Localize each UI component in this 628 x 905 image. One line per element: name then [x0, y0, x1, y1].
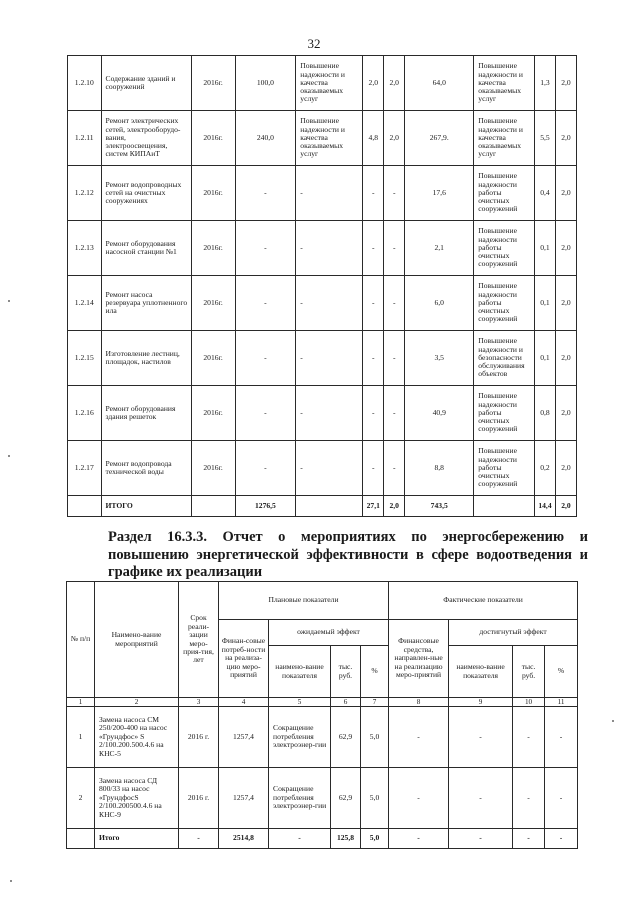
fact-effect: Повышение надежности работы очистных сооружений	[474, 276, 535, 331]
plan-value-b: -	[384, 276, 405, 331]
header-plan-expected: ожидаемый эффект	[269, 620, 389, 646]
section-heading	[108, 529, 588, 582]
plan-rub: 62,9	[331, 768, 361, 829]
column-number: 1	[67, 698, 95, 707]
row-number: 1.2.15	[68, 331, 102, 386]
activity-year: 2016г.	[191, 56, 235, 111]
fact-value-c: 5,5	[535, 111, 556, 166]
fact-finance: 267,9.	[405, 111, 474, 166]
plan-value-a: -	[363, 276, 384, 331]
plan-rub: 62,9	[331, 707, 361, 768]
fact-value-c: 0,1	[535, 331, 556, 386]
fact-rub: -	[513, 707, 545, 768]
activity-name: Ремонт электрических сетей, электрооборудо-вания, электроосвещения, систем КИПАиТ	[101, 111, 191, 166]
row-number: 1.2.13	[68, 221, 102, 276]
plan-value-a: 4,8	[363, 111, 384, 166]
plan-value-a: 2,0	[363, 56, 384, 111]
plan-finance: -	[235, 386, 296, 441]
fact-value-d: 2,0	[555, 441, 576, 496]
plan-value-b: 2,0	[384, 56, 405, 111]
fact-pct: -	[545, 707, 578, 768]
column-number: 11	[545, 698, 578, 707]
header-term: Срок реали-зации меро-прия-тия, лет	[179, 582, 219, 698]
header-plan-fin: Финан-совые потреб-ности на реализа-цию меро-приятий	[219, 620, 269, 698]
header-fact-pct: %	[545, 646, 578, 698]
plan-effect: -	[296, 276, 363, 331]
plan-finance: -	[235, 441, 296, 496]
activity-name: Содержание зданий и сооружений	[101, 56, 191, 111]
plan-effect: Повышение надежности и качества оказываемых услуг	[296, 111, 363, 166]
fact-rub: -	[513, 768, 545, 829]
scan-speck	[10, 880, 12, 882]
fact-effect: Повышение надежности и безопасности обслуживания объектов	[474, 331, 535, 386]
fact-finance: 6,0	[405, 276, 474, 331]
fact-value-c: 0,8	[535, 386, 556, 441]
column-numbers-row	[67, 698, 578, 707]
fact-finance: -	[389, 707, 449, 768]
total-plan-finance: 1276,5	[235, 496, 296, 517]
header-fact-indicator: наимено-вание показателя	[449, 646, 513, 698]
fact-value-d: 2,0	[555, 56, 576, 111]
plan-value-b: 2,0	[384, 111, 405, 166]
header-fact-rub: тыс. руб.	[513, 646, 545, 698]
fact-finance: 2,1	[405, 221, 474, 276]
plan-finance: 240,0	[235, 111, 296, 166]
activity-name: Изготовление лестниц, площадок, настилов	[101, 331, 191, 386]
fact-finance: 3,5	[405, 331, 474, 386]
column-number: 8	[389, 698, 449, 707]
total-fact-finance: 743,5	[405, 496, 474, 517]
plan-finance: 1257,4	[219, 768, 269, 829]
row-number: 1.2.10	[68, 56, 102, 111]
fact-value-d: 2,0	[555, 386, 576, 441]
table-row	[68, 441, 577, 496]
plan-finance: 1257,4	[219, 707, 269, 768]
plan-value-a: -	[363, 221, 384, 276]
empty-cell	[191, 496, 235, 517]
empty-cell	[67, 829, 95, 849]
total-value-c: 14,4	[535, 496, 556, 517]
row-number: 1.2.12	[68, 166, 102, 221]
total-label: ИТОГО	[101, 496, 191, 517]
total-row	[67, 829, 578, 849]
empty-cell	[296, 496, 363, 517]
plan-effect: -	[296, 221, 363, 276]
total-value-b: 2,0	[384, 496, 405, 517]
row-number: 1	[67, 707, 95, 768]
fact-value-d: 2,0	[555, 111, 576, 166]
plan-effect: -	[296, 441, 363, 496]
activity-year: 2016г.	[191, 331, 235, 386]
table-row	[68, 56, 577, 111]
table-row	[68, 166, 577, 221]
table-row	[67, 768, 578, 829]
fact-effect: Повышение надежности работы очистных сооружений	[474, 441, 535, 496]
plan-value-a: -	[363, 166, 384, 221]
fact-value-d: 2,0	[555, 166, 576, 221]
fact-value-c: 1,3	[535, 56, 556, 111]
fact-value-c: 0,2	[535, 441, 556, 496]
plan-value-b: -	[384, 441, 405, 496]
table-row	[67, 707, 578, 768]
row-number: 1.2.11	[68, 111, 102, 166]
activity-name: Ремонт насоса резервуара уплотненного ила	[101, 276, 191, 331]
fact-effect: Повышение надежности работы очистных сооружений	[474, 221, 535, 276]
table-row	[68, 331, 577, 386]
plan-finance: -	[235, 166, 296, 221]
total-fact-finance: -	[389, 829, 449, 849]
total-fact-pct: -	[545, 829, 578, 849]
column-number: 2	[95, 698, 179, 707]
plan-value-b: -	[384, 166, 405, 221]
activity-year: 2016г.	[191, 166, 235, 221]
activity-name: Ремонт водопровода технической воды	[101, 441, 191, 496]
plan-finance: 100,0	[235, 56, 296, 111]
fact-indicator: -	[449, 707, 513, 768]
header-num: № п/п	[67, 582, 95, 698]
header-name: Наимено-вание мероприятий	[95, 582, 179, 698]
header-plan-group: Плановые показатели	[219, 582, 389, 620]
column-number: 10	[513, 698, 545, 707]
row-number: 1.2.16	[68, 386, 102, 441]
table-row	[68, 276, 577, 331]
row-number: 1.2.14	[68, 276, 102, 331]
plan-indicator: Сокращение потребления электроэнер-гии	[269, 707, 331, 768]
plan-finance: -	[235, 276, 296, 331]
header-fact-achieved: достигнутый эффект	[449, 620, 578, 646]
total-value-d: 2,0	[555, 496, 576, 517]
fact-value-d: 2,0	[555, 276, 576, 331]
table-row	[68, 111, 577, 166]
activity-year: 2016г.	[191, 111, 235, 166]
column-number: 3	[179, 698, 219, 707]
row-number: 1.2.17	[68, 441, 102, 496]
plan-effect: -	[296, 166, 363, 221]
fact-finance: 64,0	[405, 56, 474, 111]
plan-value-b: -	[384, 221, 405, 276]
activity-name: Ремонт водопроводных сетей на очистных сооружениях	[101, 166, 191, 221]
plan-value-a: -	[363, 331, 384, 386]
total-label: Итого	[95, 829, 179, 849]
total-term: -	[179, 829, 219, 849]
fact-finance: -	[389, 768, 449, 829]
row-number: 2	[67, 768, 95, 829]
plan-value-a: -	[363, 386, 384, 441]
activity-year: 2016г.	[191, 441, 235, 496]
fact-value-d: 2,0	[555, 331, 576, 386]
table-row	[68, 221, 577, 276]
fact-effect: Повышение надежности работы очистных сооружений	[474, 166, 535, 221]
empty-cell	[474, 496, 535, 517]
measure-name: Замена насоса СД 800/33 на насос «ГрундфосS 2/100.200500.4.6 на КНС-9	[95, 768, 179, 829]
measure-term: 2016 г.	[179, 707, 219, 768]
plan-effect: Повышение надежности и качества оказываемых услуг	[296, 56, 363, 111]
fact-indicator: -	[449, 768, 513, 829]
fact-effect: Повышение надежности и качества оказываемых услуг	[474, 56, 535, 111]
plan-pct: 5,0	[361, 768, 389, 829]
fact-effect: Повышение надежности работы очистных сооружений	[474, 386, 535, 441]
fact-finance: 40,9	[405, 386, 474, 441]
total-plan-pct: 5,0	[361, 829, 389, 849]
total-fact-indicator: -	[449, 829, 513, 849]
activity-name: Ремонт оборудования здания решеток	[101, 386, 191, 441]
total-plan-finance: 2514,8	[219, 829, 269, 849]
fact-value-c: 0,4	[535, 166, 556, 221]
empty-cell	[68, 496, 102, 517]
table-row	[68, 386, 577, 441]
energy-saving-table	[66, 581, 578, 849]
column-number: 9	[449, 698, 513, 707]
activities-table	[67, 55, 577, 517]
scan-speck	[8, 455, 10, 457]
page-number: 32	[307, 36, 321, 51]
fact-value-d: 2,0	[555, 221, 576, 276]
total-fact-rub: -	[513, 829, 545, 849]
column-number: 4	[219, 698, 269, 707]
activity-year: 2016г.	[191, 386, 235, 441]
header-plan-indicator: наимено-вание показателя	[269, 646, 331, 698]
fact-value-c: 0,1	[535, 221, 556, 276]
total-plan-indicator: -	[269, 829, 331, 849]
heading-line-2: повышению энергетической эффективности в сфере водоотведения и	[108, 546, 588, 563]
header-fact-group: Фактические показатели	[389, 582, 578, 620]
activity-year: 2016г.	[191, 221, 235, 276]
header-plan-pct: %	[361, 646, 389, 698]
heading-line-3: графике их реализации	[108, 564, 263, 580]
total-plan-rub: 125,8	[331, 829, 361, 849]
activity-year: 2016г.	[191, 276, 235, 331]
total-value-a: 27,1	[363, 496, 384, 517]
column-number: 7	[361, 698, 389, 707]
total-row	[68, 496, 577, 517]
plan-effect: -	[296, 386, 363, 441]
plan-finance: -	[235, 221, 296, 276]
measure-term: 2016 г.	[179, 768, 219, 829]
header-plan-rub: тыс. руб.	[331, 646, 361, 698]
plan-value-b: -	[384, 331, 405, 386]
plan-value-a: -	[363, 441, 384, 496]
heading-line-1: Раздел 16.3.3. Отчет о мероприятиях по энергосбережению и	[108, 529, 588, 545]
plan-effect: -	[296, 331, 363, 386]
plan-indicator: Сокращение потребления электроэнер-гии	[269, 768, 331, 829]
column-number: 5	[269, 698, 331, 707]
plan-finance: -	[235, 331, 296, 386]
header-fact-fin: Финансовые средства, направлен-ные на реализацию меро-приятий	[389, 620, 449, 698]
fact-pct: -	[545, 768, 578, 829]
column-number: 6	[331, 698, 361, 707]
plan-pct: 5,0	[361, 707, 389, 768]
activity-name: Ремонт оборудования насосной станции №1	[101, 221, 191, 276]
plan-value-b: -	[384, 386, 405, 441]
scan-speck	[8, 300, 10, 302]
fact-finance: 17,6	[405, 166, 474, 221]
fact-finance: 8,8	[405, 441, 474, 496]
fact-effect: Повышение надежности и качества оказываемых услуг	[474, 111, 535, 166]
fact-value-c: 0,1	[535, 276, 556, 331]
scan-speck	[612, 720, 614, 722]
measure-name: Замена насоса СМ 250/200-400 на насос «Грундфос» S 2/100.200.500.4.6 на КНС-5	[95, 707, 179, 768]
